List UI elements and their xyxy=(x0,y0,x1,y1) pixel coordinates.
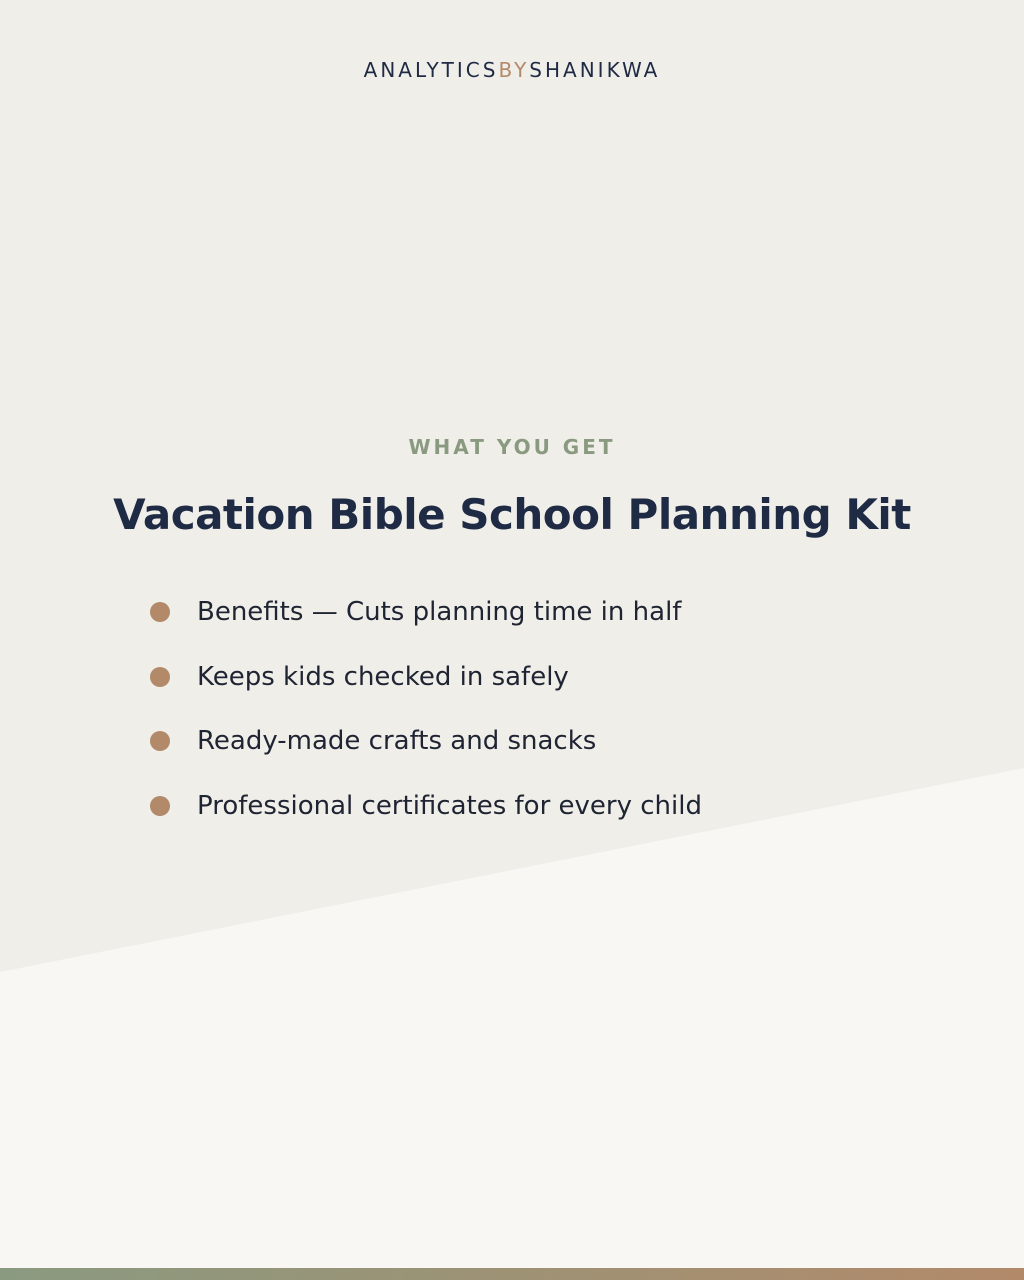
page-title: Vacation Bible School Planning Kit xyxy=(113,490,911,539)
bullet-dot-icon xyxy=(150,731,170,751)
bottom-accent-bar xyxy=(0,1268,1024,1280)
brand-part-by: BY xyxy=(498,58,530,82)
brand-logo xyxy=(0,58,1024,82)
section-eyebrow: WHAT YOU GET xyxy=(408,435,616,459)
list-item xyxy=(150,721,910,761)
list-item-text: Benefits — Cuts planning time in half xyxy=(197,597,682,627)
bullet-dot-icon xyxy=(150,602,170,622)
brand-part-analytics: ANALYTICS xyxy=(363,58,499,82)
list-item-text: Ready-made crafts and snacks xyxy=(197,726,597,756)
benefits-list xyxy=(150,592,910,850)
brand-part-shanikwa: SHANIKWA xyxy=(529,58,661,82)
list-item-text: Keeps kids checked in safely xyxy=(197,661,569,692)
list-item-text: Professional certificates for every child xyxy=(197,790,702,821)
list-item xyxy=(150,592,910,632)
bullet-dot-icon xyxy=(150,796,170,816)
bullet-dot-icon xyxy=(150,667,170,687)
list-item xyxy=(150,657,910,697)
list-item xyxy=(150,786,910,826)
